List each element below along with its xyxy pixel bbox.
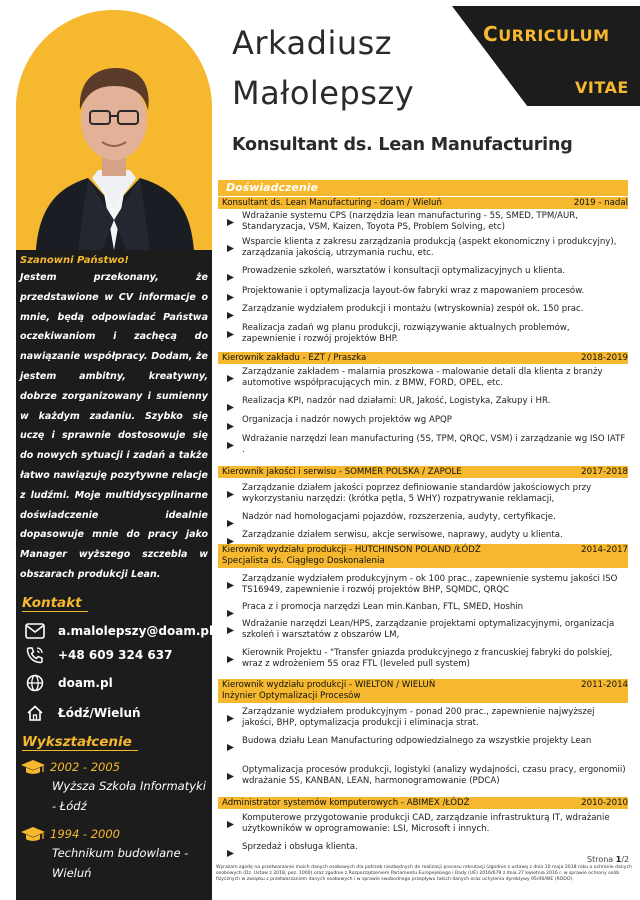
arrow-bullet-icon — [226, 237, 238, 259]
job-duty-text: Budowa działu Lean Manufacturing odpowiedzialnego za wszystkie projekty Lean — [242, 736, 592, 746]
job-duty — [226, 237, 626, 259]
job-position: Kierownik wydziału produkcji - WIELTON / WIELUŃ — [222, 680, 436, 690]
job-position: Konsultant ds. Lean Manufacturing - doam / Wieluń — [222, 198, 442, 208]
education-heading: Wykształcenie — [22, 734, 138, 751]
job-title: Konsultant ds. Lean Manufacturing — [232, 135, 573, 155]
first-name: Arkadiusz — [232, 24, 393, 62]
job-duty — [226, 323, 626, 345]
job-duty — [226, 483, 626, 505]
job-duty-text: Komputerowe przygotowanie produkcji CAD, zarządzanie infrastrukturą IT, wdrażanie użytkowników w oprogramowanie: LSI, Microsoft i innych. — [242, 813, 610, 834]
job-duty — [226, 415, 626, 435]
page-number — [587, 855, 629, 864]
arrow-bullet-icon — [226, 483, 238, 505]
home-icon — [24, 702, 46, 724]
globe-icon — [24, 672, 46, 694]
job-duty-text: Zarządzanie działem jakości poprzez definiowanie standardów jakościowych przy wykorzystaniu narzędzi: (krótka pętla, 5 WHY) rozpatrywanie reklamacji, — [242, 483, 592, 504]
job-duty — [226, 813, 626, 835]
job-duty — [226, 286, 626, 306]
cv-label-curriculum — [483, 22, 610, 46]
job-duty — [226, 304, 626, 324]
job-dates: 2018-2019 — [581, 353, 628, 363]
job-duty-text: Realizacja KPI, nadzór nad działami: UR, Jakość, Logistyka, Zakupy i HR. — [242, 396, 551, 406]
arrow-bullet-icon — [226, 813, 238, 835]
arrow-bullet-icon — [226, 512, 238, 532]
job-duty-text: Zarządzanie wydziałem produkcyjnym - ok 100 prac., zapewnienie systemu jakości ISO TS16949, zapewnienie i rozwój projektów BHP, SQMDC, QRQC — [242, 574, 618, 595]
email-text[interactable]: a.malolepszy@doam.pl — [58, 624, 214, 638]
job-duty-text: Realizacja zadań wg planu produkcji, rozwiązywanie aktualnych problemów, zapewnienie i rozwój projektów BHP. — [242, 323, 570, 344]
arrow-bullet-icon — [226, 266, 238, 286]
phone-icon — [24, 644, 46, 666]
page-label: Strona — [587, 855, 614, 864]
arrow-bullet-icon — [226, 765, 238, 787]
job-duty — [226, 707, 626, 729]
profile-photo — [16, 10, 212, 250]
job-duty — [226, 266, 626, 286]
job-position: Kierownik jakości i serwisu - SOMMER POLSKA / ZAPOLE — [222, 467, 462, 477]
job-duty-text: Wsparcie klienta z zakresu zarządzania produkcją (aspekt ekonomiczny i produkcyjny), zarządzania jakością, utrzymania ruchu, etc. — [242, 237, 617, 258]
arrow-bullet-icon — [226, 619, 238, 641]
job-duty-text: Zarządzanie działem serwisu, akcje serwisowe, naprawy, audyty u klienta. — [242, 530, 563, 540]
arrow-bullet-icon — [226, 648, 238, 670]
website-text[interactable]: doam.pl — [58, 676, 113, 690]
job-duty-text: Sprzedaż i obsługa klienta. — [242, 842, 358, 852]
job-duty-text: Zarządzanie zakładem - malarnia proszkowa - malowanie detali dla klienta z branży automotive współpracujących min. z BMW, FORD, OPEL, etc. — [242, 367, 603, 388]
arrow-bullet-icon — [226, 415, 238, 435]
job-position: Administrator systemów komputerowych - ABIMEX /ŁÓDŹ — [222, 798, 470, 808]
page-current: 1 — [615, 855, 622, 864]
experience-heading: Doświadczenie — [226, 181, 318, 194]
arrow-bullet-icon — [226, 842, 238, 862]
job-duty-text: Praca z i promocja narzędzi Lean min.Kanban, FTL, SMED, Hoshin — [242, 602, 524, 612]
contact-location — [24, 701, 210, 725]
job-duty — [226, 367, 626, 389]
job-duty-text: Organizacja i nadzór nowych projektów wg APQP — [242, 415, 452, 425]
job-duty-text: Wdrażanie narzędzi Lean/HPS, zarządzanie projektami optymalizacyjnymi, organizacja szkoleń i warsztatów z obszarów LM, — [242, 619, 615, 640]
job-duty — [226, 396, 626, 416]
job-duty-text: Projektowanie i optymalizacja layout-ów fabryki wraz z mapowaniem procesów. — [242, 286, 585, 296]
job-duty-text: Wdrażanie systemu CPS (narzędzia lean manufacturing - 5S, SMED, TPM/AUR, Standaryzacja, VSM, Kaizen, Toyota PS, Problem Solving, etc) — [242, 211, 578, 232]
job-duty — [226, 574, 626, 596]
cv-label-vitae: VITAE — [575, 78, 629, 97]
education-item — [20, 825, 210, 883]
job-duty-text: Zarządzanie wydziałem produkcji i montażu (wtryskownia) zespół ok. 150 prac. — [242, 304, 584, 314]
greeting-title: Szanowni Państwo! — [20, 255, 129, 266]
job-duty — [226, 648, 626, 670]
greeting-block — [16, 254, 212, 585]
cv-label-curriculum-initial: C — [483, 22, 499, 46]
job-duty-text: Nadzór nad homologacjami pojazdów, rozszerzenia, audyty, certyfikacje. — [242, 512, 556, 522]
mail-icon — [24, 620, 46, 642]
contact-email[interactable] — [24, 619, 214, 643]
job-subtitle: Inżynier Optymalizacji Procesów — [222, 691, 361, 701]
arrow-bullet-icon — [226, 211, 238, 233]
job-duty — [226, 842, 626, 862]
education-years: 2002 - 2005 — [50, 760, 120, 774]
education-item — [20, 758, 210, 816]
contact-website[interactable] — [24, 671, 210, 695]
education-years: 1994 - 2000 — [50, 827, 120, 841]
job-duty — [226, 211, 626, 233]
job-dates: 2019 - nadal — [573, 198, 628, 208]
job-duty-text: Zarządzanie wydziałem produkcyjnym - ponad 200 prac., zapewnienie najwyższej jakości, BHP, optymalizacja produkcji i eliminacja strat. — [242, 707, 595, 728]
last-name: Małolepszy — [232, 74, 415, 112]
job-duty — [226, 765, 626, 787]
job-dates: 2017-2018 — [581, 467, 628, 477]
job-dates: 2014-2017 — [581, 545, 628, 555]
education-school: Wyższa Szkoła Informatyki - Łódź — [52, 779, 206, 813]
data-consent-clause: Wyrażam zgodę na przetwarzanie moich danych osobowych dla potrzeb niezbędnych do realizacji procesu rekrutacji (zgodnie z ustawą z dnia 10 maja 2018 roku o ochronie danych osobowych (Dz. Ustaw z 2018, poz. 1000) oraz zgodnie z Rozporządzeniem Parlamentu Europejskiego i Rady (UE) 2016/679 z dnia 27 kwietnia 2016 r. w sprawie ochrony osób fizycznych w związku z przetwarzaniem danych osobowych i w sprawie swobodnego przepływu takich danych oraz uchylenia dyrektywy 95/46/WE (RODO). — [216, 865, 632, 882]
job-dates: 2010-2010 — [581, 798, 628, 808]
contact-heading: Kontakt — [22, 595, 88, 612]
job-duty — [226, 512, 626, 532]
graduation-cap-icon — [20, 826, 46, 842]
job-duty — [226, 619, 626, 641]
job-position: Kierownik zakładu - EZT / Praszka — [222, 353, 367, 363]
page-total: /2 — [621, 855, 630, 864]
phone-text[interactable]: +48 609 324 637 — [58, 648, 173, 662]
arrow-bullet-icon — [226, 304, 238, 324]
left-sidebar — [16, 250, 212, 900]
arrow-bullet-icon — [226, 574, 238, 596]
arrow-bullet-icon — [226, 323, 238, 345]
job-subtitle: Specjalista ds. Ciągłego Doskonalenia — [222, 556, 385, 566]
job-duty — [226, 434, 626, 456]
location-text: Łódź/Wieluń — [58, 706, 141, 720]
job-position: Kierownik wydziału produkcji - HUTCHINSON POLAND /ŁÓDŹ — [222, 545, 481, 555]
arrow-bullet-icon — [226, 367, 238, 389]
cv-label-curriculum-rest: URRICULUM — [498, 26, 610, 45]
photo-frame — [16, 10, 212, 250]
job-duty-text: Kierownik Projektu - "Transfer gniazda produkcyjnego z francuskiej fabryki do polskiej, wraz z wdrożeniem 5S oraz FTL (leveled pull system) — [242, 648, 613, 669]
arrow-bullet-icon — [226, 434, 238, 456]
greeting-text: Jestem przekonany, że przedstawione w CV informacje o mnie, będą odpowiadać Państwa oczekiwaniom i zachęcą do nawiązanie współpracy. Dodam, że jestem ambitny, kreatywny, dobrze zorganizowany i sumienny w każdym zadaniu. Szybko się uczę i sprawnie dostosowuje się do nowych sytuacji i zadań a także łatwo nawiązuję pozytywne relacje z ludźmi. Moje multidyscyplinarne doświadczenie idealnie dopasowuje mnie do pracy jako Manager wyższego szczebla w obszarach produkcji Lean. — [20, 272, 208, 580]
graduation-cap-icon — [20, 759, 46, 775]
job-duty-text: Wdrażanie narzędzi lean manufacturing (5S, TPM, QRQC, VSM) i zarządzanie wg ISO IATF . — [242, 434, 626, 455]
contact-phone[interactable] — [24, 643, 210, 667]
job-duty-text: Optymalizacja procesów produkcji, logistyki (analizy wydajności, czasu pracy, ergonomii) wdrażanie 5S, KANBAN, LEAN, harmonogramowanie (PDCA) — [242, 765, 626, 786]
arrow-bullet-icon — [226, 286, 238, 306]
job-duty-text: Prowadzenie szkoleń, warsztatów i konsultacji optymalizacyjnych u klienta. — [242, 266, 566, 276]
arrow-bullet-icon — [226, 707, 238, 729]
education-school: Technikum budowlane - Wieluń — [52, 846, 189, 880]
arrow-bullet-icon — [226, 736, 238, 756]
job-duty — [226, 736, 626, 756]
job-dates: 2011-2014 — [581, 680, 628, 690]
arrow-bullet-icon — [226, 396, 238, 416]
